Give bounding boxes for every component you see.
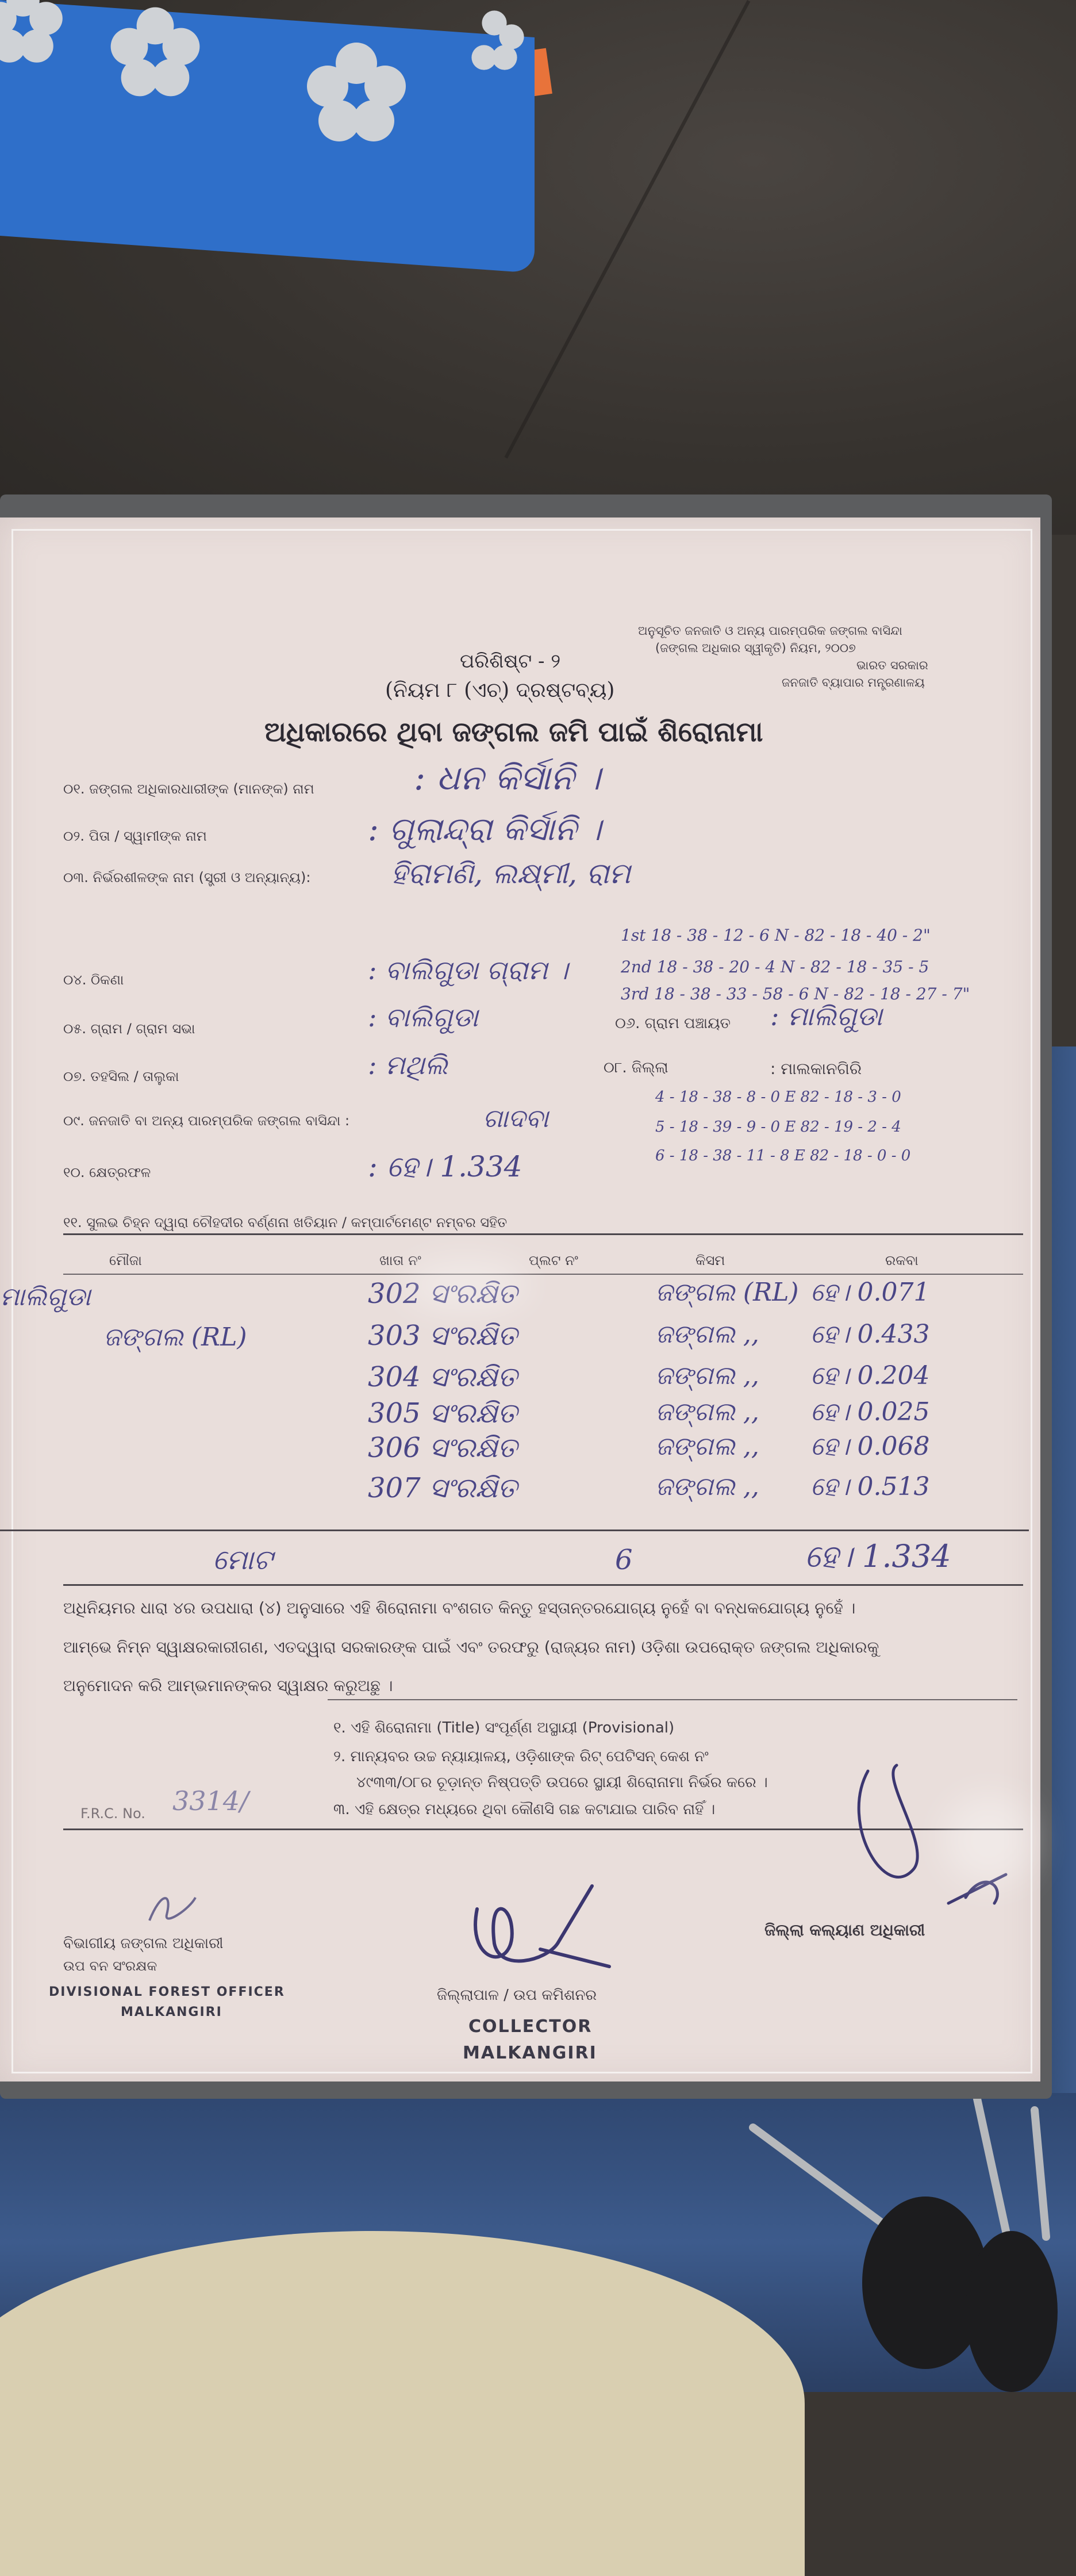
divider [63, 1274, 1023, 1275]
rule-reference: (ନିୟମ ୮ (ଏଚ୍) ଦ୍ରଷ୍ଟବ୍ୟ) [385, 678, 615, 702]
plot-cell: 303 ସଂରକ୍ଷିତ [368, 1320, 517, 1352]
note-line: ୩. ଏହି କ୍ଷେତ୍ର ମଧ୍ୟରେ ଥିବା କୌଣସି ଗଛ କଟାଯାଇ ପାରିବ ନାହିଁ । [333, 1801, 716, 1818]
mouza-value: ଜଙ୍ଗଲ (RL) [103, 1322, 247, 1352]
field-value: : ମଥିଲି [368, 1049, 448, 1080]
plot-cell: 304 ସଂରକ୍ଷିତ [368, 1361, 517, 1393]
table-header: ମୌଜା [109, 1252, 142, 1268]
kisam-cell: ଜଙ୍ଗଲ ,, [655, 1320, 759, 1349]
field-value: : ଧନ କିର୍ସାନି । [414, 758, 601, 798]
table-header: ପ୍ଲଟ ନଂ [529, 1252, 578, 1268]
field-06-value: : ମାଲିଗୁଡା [770, 1000, 882, 1032]
legal-paragraph: ଅଧିନିୟମର ଧାରା ୪ର ଉପଧାରା (୪) ଅନୁସାରେ ଏହି ଶିରୋନାମା ବଂଶଗତ କିନ୍ତୁ ହସ୍ତାନ୍ତରଯୋଗ୍ୟ ନୁହେଁ ବା ବନ୍ଧକଯୋଗ୍ୟ ନୁହେଁ । [63, 1598, 856, 1617]
area-cell: ହେ। 0.025 [810, 1397, 930, 1427]
coord-line: 5 - 18 - 39 - 9 - 0 E 82 - 19 - 2 - 4 [655, 1118, 901, 1136]
table-header: ଖାତା ନଂ [379, 1252, 421, 1268]
signature-collector-icon [454, 1874, 627, 1989]
field-label: ୧୦. କ୍ଷେତ୍ରଫଳ [63, 1164, 151, 1180]
kisam-cell: ଜଙ୍ଗଲ ,, [655, 1361, 759, 1390]
field-label: ୦୭. ତହସିଲ / ତାଲୁକା [63, 1068, 179, 1084]
coord-line: 2nd 18 - 38 - 20 - 4 N - 82 - 18 - 35 - 5 [621, 957, 929, 976]
flower-print-icon [460, 0, 529, 80]
coord-line: 4 - 18 - 38 - 8 - 0 E 82 - 18 - 3 - 0 [655, 1088, 901, 1106]
field-label: ୦୩. ନିର୍ଭରଶୀଳଙ୍କ ନାମ (ସ୍ତ୍ରୀ ଓ ଅନ୍ୟାନ୍ୟ): [63, 869, 311, 885]
note-line: ୧. ଏହି ଶିରୋନାମା (Title) ସଂପୂର୍ଣ୍ଣ ଅସ୍ଥାୟୀ (Provisional) [333, 1719, 675, 1736]
plot-cell: 302 ସଂରକ୍ଷିତ [368, 1278, 517, 1310]
table-header: ରକବା [885, 1252, 919, 1268]
divider [63, 1584, 1023, 1586]
note-line: ୪୯୩୩/୦୮ର ଚୂଡ଼ାନ୍ତ ନିଷ୍ପତ୍ତି ଉପରେ ସ୍ଥାୟୀ ଶିରୋନାମା ନିର୍ଭର କରେ । [356, 1774, 768, 1791]
flower-print-icon [0, 0, 69, 69]
table-header: କିସମ [695, 1252, 725, 1268]
plot-cell: 305 ସଂରକ୍ଷିତ [368, 1397, 517, 1429]
kisam-cell: ଜଙ୍ଗଲ (RL) [655, 1278, 799, 1307]
document-title: ଅଧିକାରରେ ଥିବା ଜଙ୍ଗଲ ଜମି ପାଇଁ ଶିରୋନାମା [264, 716, 763, 748]
area-cell: ହେ। 0.513 [810, 1472, 930, 1501]
flower-print-icon [103, 0, 207, 103]
coord-line: 1st 18 - 38 - 12 - 6 N - 82 - 18 - 40 - 2" [621, 926, 931, 945]
field-value: : ହେ। 1.334 [368, 1150, 522, 1183]
frc-value: 3314/ [172, 1785, 249, 1816]
blue-cloth [0, 0, 535, 273]
frc-label: F.R.C. No. [80, 1805, 145, 1822]
field-label: ୦୪. ଠିକଣା [63, 972, 124, 988]
divider [0, 1529, 1029, 1531]
legal-paragraph: ଅନୁମୋଦନ କରି ଆମ୍ଭମାନଙ୍କର ସ୍ୱାକ୍ଷର କରୁଅଛୁ । [63, 1676, 393, 1695]
plot-cell: 306 ସଂରକ୍ଷିତ [368, 1432, 517, 1464]
mouza-value: ମାଲିଗୁଡା [0, 1282, 91, 1312]
signature-dfo-icon [138, 1886, 207, 1932]
signatory-welfare-officer: ଜିଲ୍ଲା କଲ୍ୟାଣ ଅଧିକାରୀ [764, 1920, 925, 1939]
header-line: ଭାରତ ସରକାର [856, 658, 928, 672]
signatory-stamp: COLLECTOR [468, 2017, 593, 2037]
field-value: ହିରାମଣି, ଲକ୍ଷ୍ମୀ, ରାମ [391, 857, 631, 890]
plot-cell: 307 ସଂରକ୍ଷିତ [368, 1472, 517, 1504]
signatory-stamp: MALKANGIRI [463, 2043, 597, 2063]
annex-label: ପରିଶିଷ୍ଟ - ୨ [460, 650, 561, 673]
divider [63, 1233, 1023, 1235]
field-08-label: ୦୮. ଜିଲ୍ଲା [604, 1059, 668, 1076]
signatory-line: ଜିଲ୍ଲାପାଳ / ଉପ କମିଶନର [437, 1987, 597, 2004]
signatory-stamp: DIVISIONAL FOREST OFFICER [49, 1985, 285, 1999]
signatory-stamp: MALKANGIRI [121, 2005, 222, 2019]
header-line: ଅନୁସୂଚିତ ଜନଜାତି ଓ ଅନ୍ୟ ପାରମ୍ପରିକ ଜଙ୍ଗଲ ବାସିନ୍ଦା [638, 624, 902, 638]
field-value: ଗାଦବା [483, 1104, 549, 1133]
kisam-cell: ଜଙ୍ଗଲ ,, [655, 1432, 759, 1461]
total-label: ମୋଟ [213, 1544, 273, 1576]
field-label: ୦୯. ଜନଜାତି ବା ଅନ୍ୟ ପାରମ୍ପରିକ ଜଙ୍ଗଲ ବାସିନ୍ଦା : [63, 1113, 350, 1129]
area-cell: ହେ। 0.071 [810, 1278, 930, 1307]
keys-icon [736, 2093, 1058, 2392]
signatory-line: ବିଭାଗୀୟ ଜଙ୍ଗଲ ଅଧିକାରୀ [63, 1935, 224, 1952]
note-line: ୨. ମାନ୍ୟବର ଉଚ୍ଚ ନ୍ୟାୟାଳୟ, ଓଡ଼ିଶାଙ୍କ ରିଟ୍ ପେଟିସନ୍ କେଶ ନଂ [333, 1748, 709, 1765]
flower-print-icon [299, 34, 414, 150]
area-cell: ହେ। 0.433 [810, 1320, 930, 1349]
legal-paragraph: ଆମ୍ଭେ ନିମ୍ନ ସ୍ୱାକ୍ଷରକାରୀଗଣ, ଏତଦ୍ୱାରା ସରକାରଙ୍କ ପାଇଁ ଏବଂ ତରଫରୁ (ରାଜ୍ୟର ନାମ) ଓଡ଼ିଶା ଉପରୋକ୍ତ ଜଙ୍ଗଲ ଅଧିକାରକୁ [63, 1638, 879, 1657]
area-cell: ହେ। 0.068 [810, 1432, 930, 1461]
section-11-heading: ୧୧. ସୁଲଭ ଚିହ୍ନ ଦ୍ୱାରା ଚୌହଦୀର ବର୍ଣ୍ଣନା ଖତିୟାନ / କମ୍ପାର୍ଟମେଣ୍ଟ ନମ୍ବର ସହିତ [63, 1214, 508, 1230]
total-count: 6 [615, 1544, 633, 1576]
header-line: (ଜଙ୍ଗଲ ଅଧିକାର ସ୍ୱୀକୃତି) ନିୟମ, ୨୦୦୭ [655, 641, 856, 655]
kisam-cell: ଜଙ୍ଗଲ ,, [655, 1397, 759, 1427]
field-value: : ବାଲିଗୁଡା [368, 1002, 478, 1033]
field-06-label: ୦୬. ଗ୍ରାମ ପଞ୍ଚାୟତ [615, 1015, 731, 1032]
light-glare [943, 1794, 1035, 1886]
area-cell: ହେ। 0.204 [810, 1361, 930, 1390]
header-line: ଜନଜାତି ବ୍ୟାପାର ମନ୍ତ୍ରଣାଳୟ [782, 676, 925, 689]
field-08-value: : ମାଲକାନଗିରି [770, 1059, 862, 1078]
total-area: ହେ। 1.334 [805, 1538, 951, 1574]
light-glare [402, 1259, 529, 1311]
field-label: ୦୨. ପିତା / ସ୍ୱାମୀଙ୍କ ନାମ [63, 828, 207, 844]
coord-line: 3rd 18 - 38 - 33 - 58 - 6 N - 82 - 18 - 27 - 7" [621, 984, 970, 1003]
field-label: ୦୧. ଜଙ୍ଗଲ ଅଧିକାରଧାରୀଙ୍କ (ମାନଙ୍କ) ନାମ [63, 781, 314, 797]
field-label: ୦୫. ଗ୍ରାମ / ଗ୍ରାମ ସଭା [63, 1021, 195, 1037]
field-value: : ବାଲିଗୁଡା ଗ୍ରାମ । [368, 954, 568, 986]
divider [328, 1699, 1017, 1700]
coord-line: 6 - 18 - 38 - 11 - 8 E 82 - 18 - 0 - 0 [655, 1147, 911, 1164]
kisam-cell: ଜଙ୍ଗଲ ,, [655, 1472, 759, 1501]
field-value: : ଗୁଲାନ୍ଦ୍ରା କିର୍ସାନି । [368, 811, 602, 848]
signatory-line: ଉପ ବନ ସଂରକ୍ଷକ [63, 1958, 157, 1974]
